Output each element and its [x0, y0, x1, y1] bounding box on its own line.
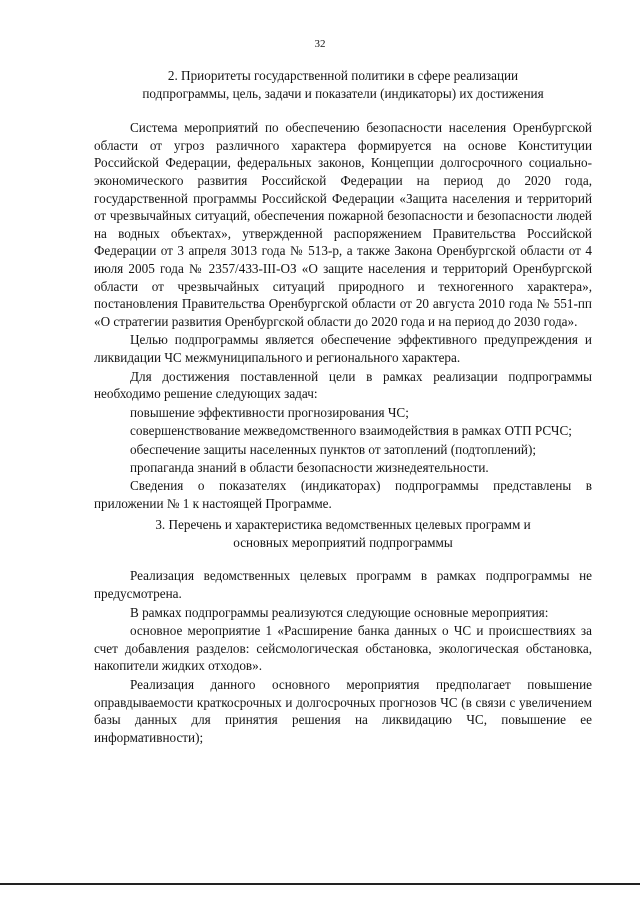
section-3-heading-line-1: 3. Перечень и характеристика ведомственных целевых программ и [155, 517, 531, 533]
task-item-flood-protection: обеспечение защиты населенных пунктов от затоплений (подтоплений); [130, 441, 537, 457]
section-3-heading [94, 516, 592, 551]
paragraph-main-measure-1-effect: Реализация данного основного мероприятия предполагает повышение оправдываемости краткосрочных и долгосрочных прогнозов ЧС (в связи с увеличением базы данных для принятия решения на ликвидацию ЧС, повышение ее информативности); [94, 677, 592, 745]
paragraph-legal-basis: Система мероприятий по обеспечению безопасности населения Оренбургской области от угроз различного характера формируется на основе Конституции Российской Федерации, федеральных законов, Концепции долгосрочного социально-экономического развития Российской Федерации на период до 2020 года, государственной программы Российской Федерации «Защита населения и территорий от чрезвычайных ситуаций, обеспечения пожарной безопасности и безопасности людей на водных объектах», утвержденной распоряжением Правительства Российской Федерации от 3 апреля 3013 года № 513-р, а также Закона Оренбургской области от 4 июля 2005 года № 2357/433-III-ОЗ «О защите населения и территорий Оренбургской области от чрезвычайных ситуаций природного и техногенного характера», постановления Правительства Оренбургской области от 20 августа 2010 года № 551-пп «О стратегии развития Оренбургской области до 2020 года и на период до 2030 года». [94, 120, 592, 329]
paragraph-goal: Целью подпрограммы является обеспечение эффективного предупреждения и ликвидации ЧС межмуниципального и регионального характера. [94, 332, 592, 365]
paragraph-main-measures-intro: В рамках подпрограммы реализуются следующие основные мероприятия: [130, 604, 549, 620]
bottom-rule [0, 883, 640, 885]
paragraph-tasks-intro: Для достижения поставленной цели в рамках реализации подпрограммы необходимо решение следующих задач: [94, 368, 592, 402]
task-item-forecasting: повышение эффективности прогнозирования ЧС; [130, 404, 409, 420]
paragraph-vcp-not-provided: Реализация ведомственных целевых программ в рамках подпрограммы не предусмотрена. [94, 568, 592, 602]
paragraph-indicators: Сведения о показателях (индикаторах) подпрограммы представлены в приложении № 1 к настоящей Программе. [94, 478, 592, 511]
task-item-propaganda: пропаганда знаний в области безопасности жизнедеятельности. [130, 460, 489, 476]
section-2-heading-line-1: 2. Приоритеты государственной политики в сфере реализации [167, 68, 519, 83]
page-number: 32 [314, 38, 326, 50]
section-2-heading-line-2: подпрограммы, цель, задачи и показатели (индикаторы) их достижения [142, 85, 544, 101]
task-item-interaction: совершенствование межведомственного взаимодействия в рамках ОТП РСЧС; [130, 423, 572, 439]
section-3-heading-line-2: основных мероприятий подпрограммы [233, 534, 453, 550]
section-2-heading [94, 67, 592, 102]
paragraph-main-measure-1: основное мероприятие 1 «Расширение банка данных о ЧС и происшествиях за счет добавления разделов: сейсмологическая обстановка, экологическая обстановка, накопители жидких отходов». [94, 623, 592, 674]
document-body [94, 67, 592, 746]
